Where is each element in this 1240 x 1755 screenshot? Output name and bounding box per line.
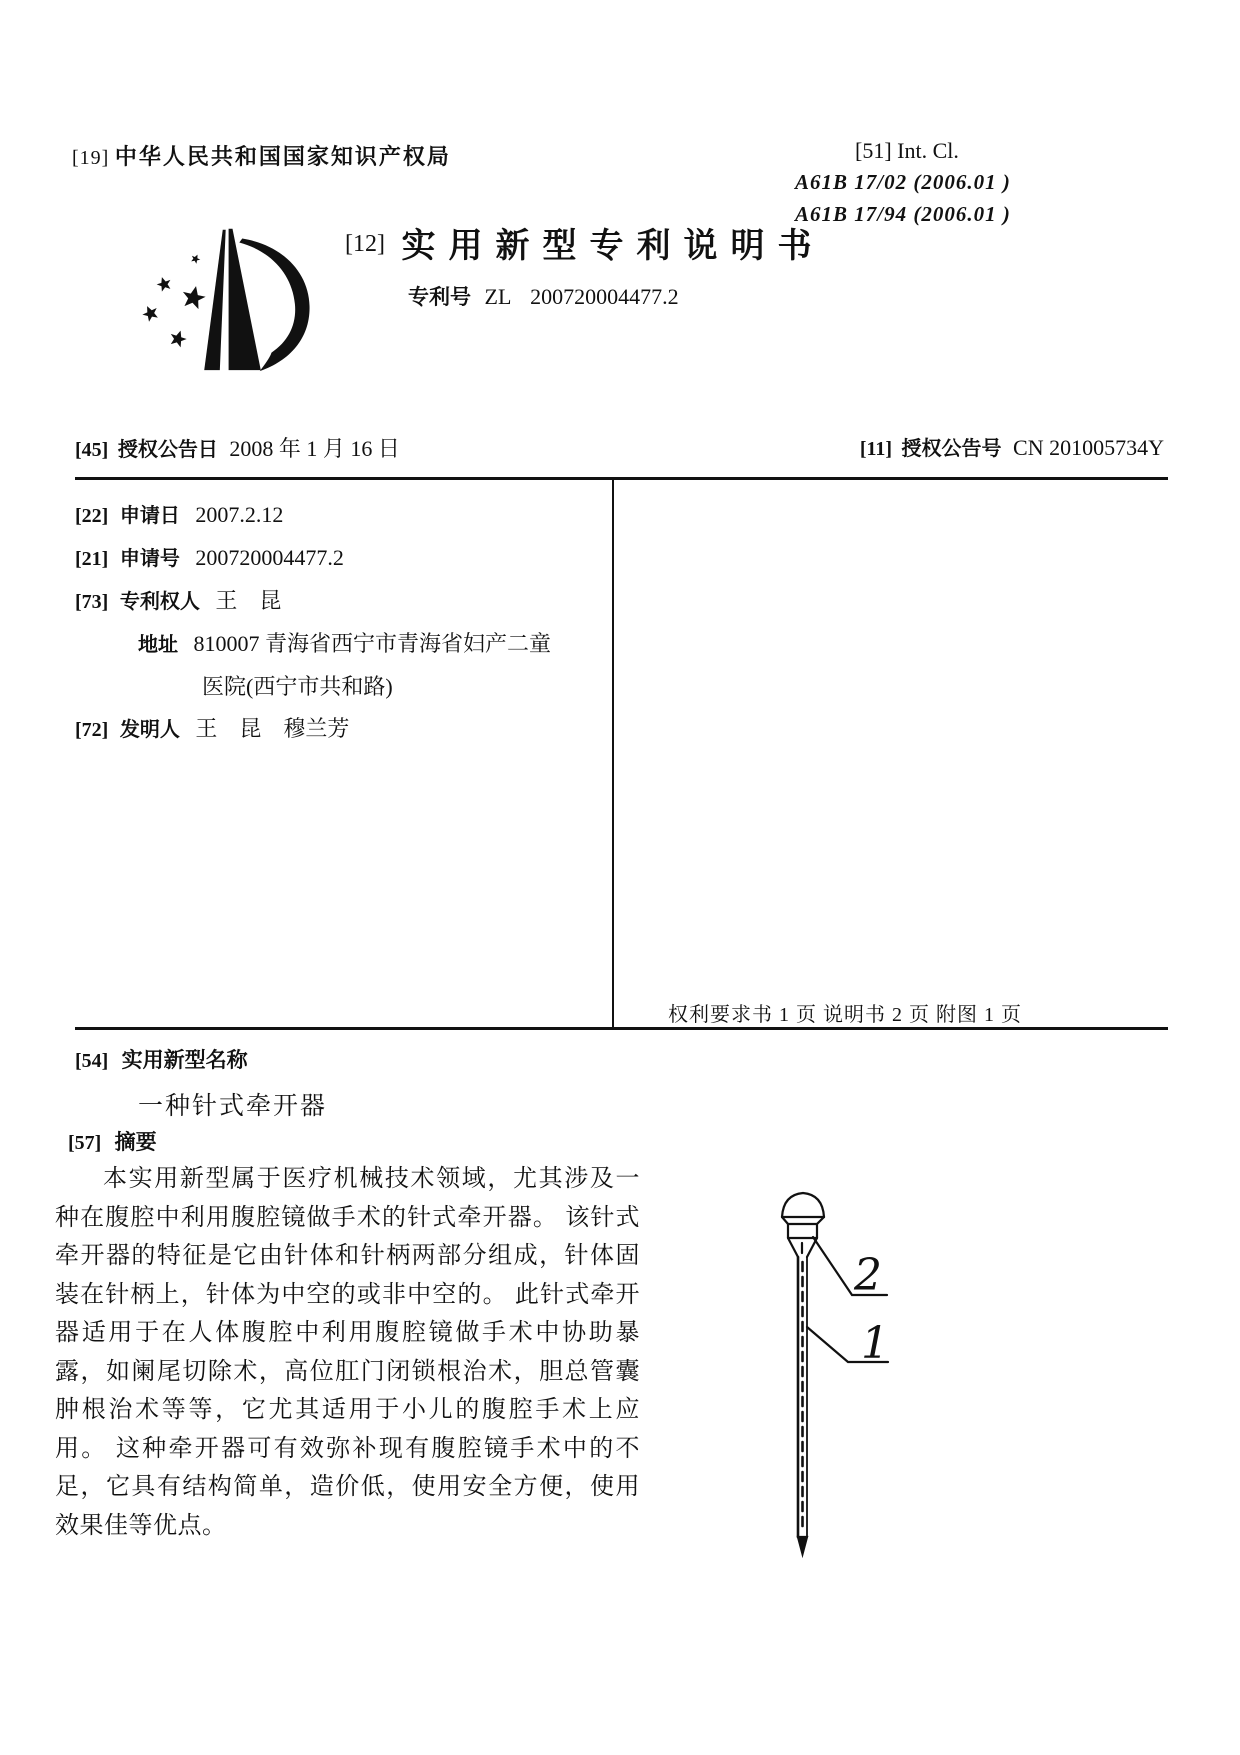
inventors-code: [72] (75, 719, 109, 741)
doc-type-code: [12] (345, 231, 385, 257)
grant-date-line (75, 432, 400, 463)
horizontal-rule-bottom (75, 1027, 1168, 1030)
abstract-text: 本实用新型属于医疗机械技术领域，尤其涉及一种在腹腔中利用腹腔镜做手术的针式牵开器。 该针式牵开器的特征是它由针体和针柄两部分组成，针体固装在针柄上，针体为中空的或非中空的。 此针式牵开器适用于在人体腹腔中利用腹腔镜做手术中协助暴露，如阑尾切除术，高位肛门闭锁根治术，胆总管囊肿根治术等等，它尤其适用于小儿的腹腔手术上应用。 这种牵开器可有效弥补现有腹腔镜手术中的不足，它具有结构简单，造价低，使用安全方便，使用效果佳等优点。 (55, 1166, 640, 1539)
title-section-heading (75, 1044, 248, 1074)
application-number-row (75, 537, 551, 580)
handle-cap-dome (782, 1193, 824, 1217)
inventors-label: 发明人 (119, 719, 180, 741)
figure-needle-retractor (680, 1180, 980, 1580)
issuing-office (72, 140, 451, 171)
bibliographic-block (75, 494, 551, 751)
application-number-code: [21] (75, 548, 109, 570)
document-type-title (345, 218, 824, 267)
application-date-row (75, 494, 551, 537)
address-row-2 (75, 666, 551, 708)
abstract-section-label: 摘要 (114, 1131, 157, 1154)
patentee-row (75, 580, 551, 623)
handle-collar (788, 1224, 817, 1238)
needle-tip (798, 1537, 807, 1554)
patentee-value: 王 昆 (215, 588, 282, 613)
address-value-line1: 810007 青海省西宁市青海省妇产二童 (193, 631, 552, 656)
grant-date-code: [45] (75, 439, 109, 461)
column-divider (612, 479, 614, 1027)
grant-date-value: 2008 年 1 月 16 日 (229, 436, 400, 461)
title-section-code: [54] (75, 1050, 109, 1072)
inventors-row (75, 708, 551, 751)
patentee-code: [73] (75, 591, 109, 613)
publication-label: 授权公告号 (901, 438, 1002, 460)
int-cl-label: Int. Cl. (897, 138, 959, 163)
invention-title: 一种针式牵开器 (138, 1093, 328, 1120)
grant-date-label: 授权公告日 (117, 439, 218, 461)
sipo-logo-icon (135, 224, 330, 374)
application-date-label: 申请日 (119, 505, 180, 527)
application-number-label: 申请号 (119, 548, 180, 570)
figure-label-1: 1 (861, 1318, 889, 1369)
address-row (75, 623, 551, 666)
title-section-label: 实用新型名称 (121, 1049, 248, 1072)
pages-note: 权利要求书 1 页 说明书 2 页 附图 1 页 (668, 1004, 1022, 1026)
address-label: 地址 (138, 634, 178, 656)
patent-number-value: 200720004477.2 (530, 284, 679, 309)
horizontal-rule-top (75, 477, 1168, 480)
address-value-line2: 医院(西宁市共和路) (202, 674, 393, 699)
patentee-label: 专利权人 (119, 591, 200, 613)
abstract-section-heading (68, 1126, 157, 1156)
office-kind-code: [19] (72, 147, 110, 169)
office-name: 中华人民共和国国家知识产权局 (114, 144, 451, 169)
int-cl-code: [51] (855, 138, 892, 163)
classification-1: A61B 17/02 (2006.01 ) (795, 170, 1011, 194)
publication-number-line (860, 432, 1164, 461)
inventors-value: 王 昆 穆兰芳 (195, 716, 350, 741)
patent-number-prefix: ZL (484, 284, 511, 309)
abstract-section-code: [57] (68, 1132, 102, 1154)
int-cl-heading (855, 138, 959, 164)
application-date-value: 2007.2.12 (195, 502, 284, 527)
handle-neck (788, 1238, 817, 1257)
figure-label-2: 2 (854, 1250, 882, 1301)
publication-code: [11] (859, 438, 893, 460)
publication-value: CN 201005734Y (1013, 435, 1164, 460)
doc-type-name: 实用新型专利说明书 (401, 227, 825, 265)
patent-number-label: 专利号 (408, 286, 471, 309)
application-date-code: [22] (75, 505, 109, 527)
patent-number-line (408, 281, 679, 311)
classification-2: A61B 17/94 (2006.01 ) (795, 202, 1011, 226)
application-number-value: 200720004477.2 (195, 545, 344, 570)
